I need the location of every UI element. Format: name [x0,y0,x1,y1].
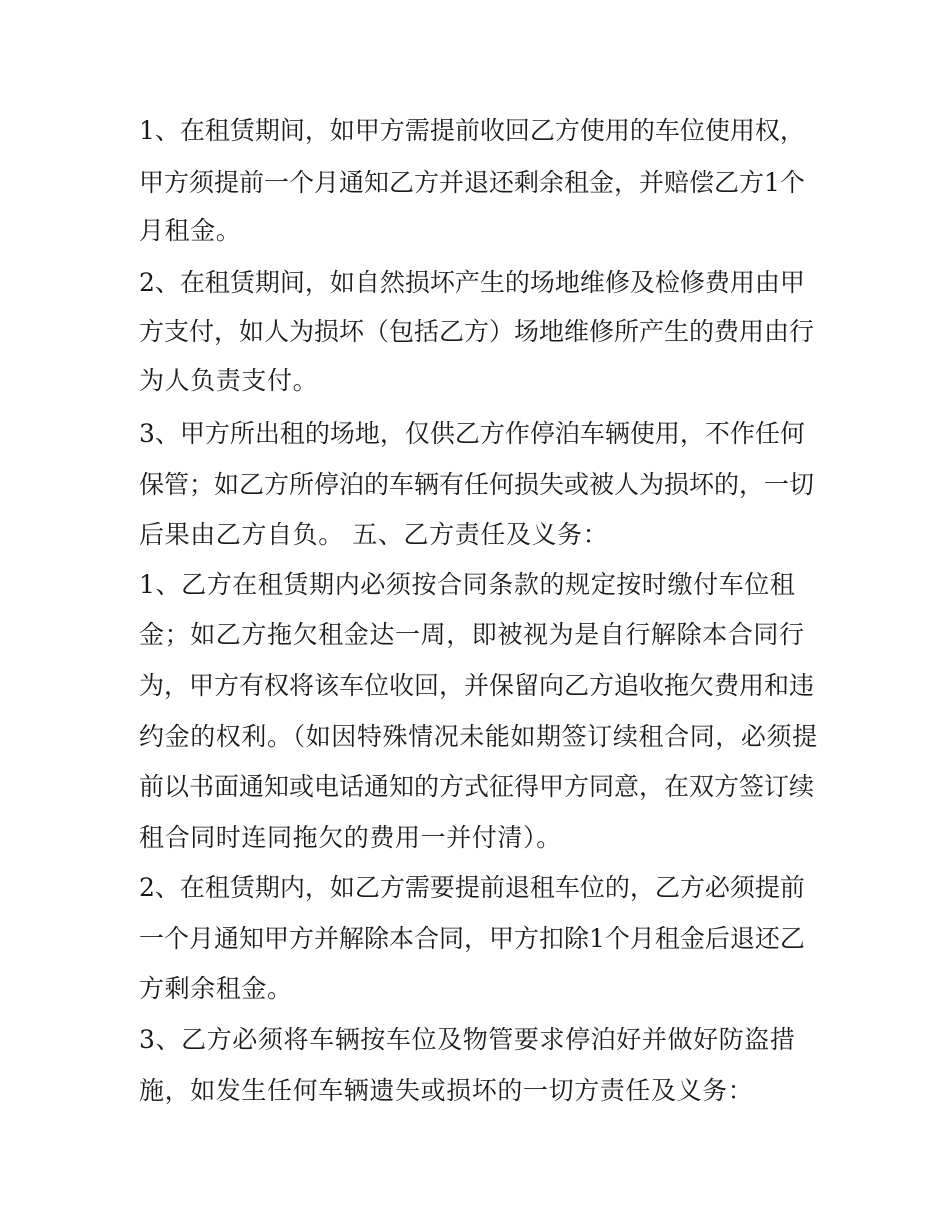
text-line: 为，甲方有权将该车位收回，并保留向乙方追收拖欠费用和违 [139,671,815,700]
text-line: 后果由乙方自负。 五、乙方责任及义务： [139,520,609,549]
text-line: 施，如发生任何车辆遗失或损坏的一切方责任及义务： [139,1076,754,1105]
text-line: 3、甲方所出租的场地，仅供乙方作停泊车辆使用，不作任何 [139,419,805,448]
text-line: 金；如乙方拖欠租金达一周，即被视为是自行解除本合同行 [139,620,805,649]
text-line: 1、乙方在租赁期内必须按合同条款的规定按时缴付车位租 [139,570,796,599]
text-line: 前以书面通知或电话通知的方式征得甲方同意，在双方签订续 [139,772,815,801]
text-line: 方支付，如人为损坏（包括乙方）场地维修所产生的费用由行 [139,317,815,346]
text-line: 3、乙方必须将车辆按车位及物管要求停泊好并做好防盗措 [139,1025,796,1054]
text-line: 为人负责支付。 [139,366,319,395]
text-line: 甲方须提前一个月通知乙方并退还剩余租金，并赔偿乙方1个 [139,168,805,197]
text-line: 2、在租赁期间，如自然损坏产生的场地维修及检修费用由甲 [139,268,805,297]
text-line: 方剩余租金。 [139,974,293,1003]
text-line: 租合同时连同拖欠的费用一并付清）。 [139,823,562,852]
text-line: 保管；如乙方所停泊的车辆有任何损失或被人为损坏的，一切 [139,470,815,499]
text-line: 一个月通知甲方并解除本合同，甲方扣除1个月租金后退还乙 [139,924,805,953]
text-line: 2、在租赁期内，如乙方需要提前退租车位的，乙方必须提前 [139,873,805,902]
text-line: 1、在租赁期间，如甲方需提前收回乙方使用的车位使用权， [139,116,805,145]
text-line: 月租金。 [139,216,242,245]
text-line: 约金的权利。（如因特殊情况未能如期签订续租合同，必须提 [139,722,818,751]
